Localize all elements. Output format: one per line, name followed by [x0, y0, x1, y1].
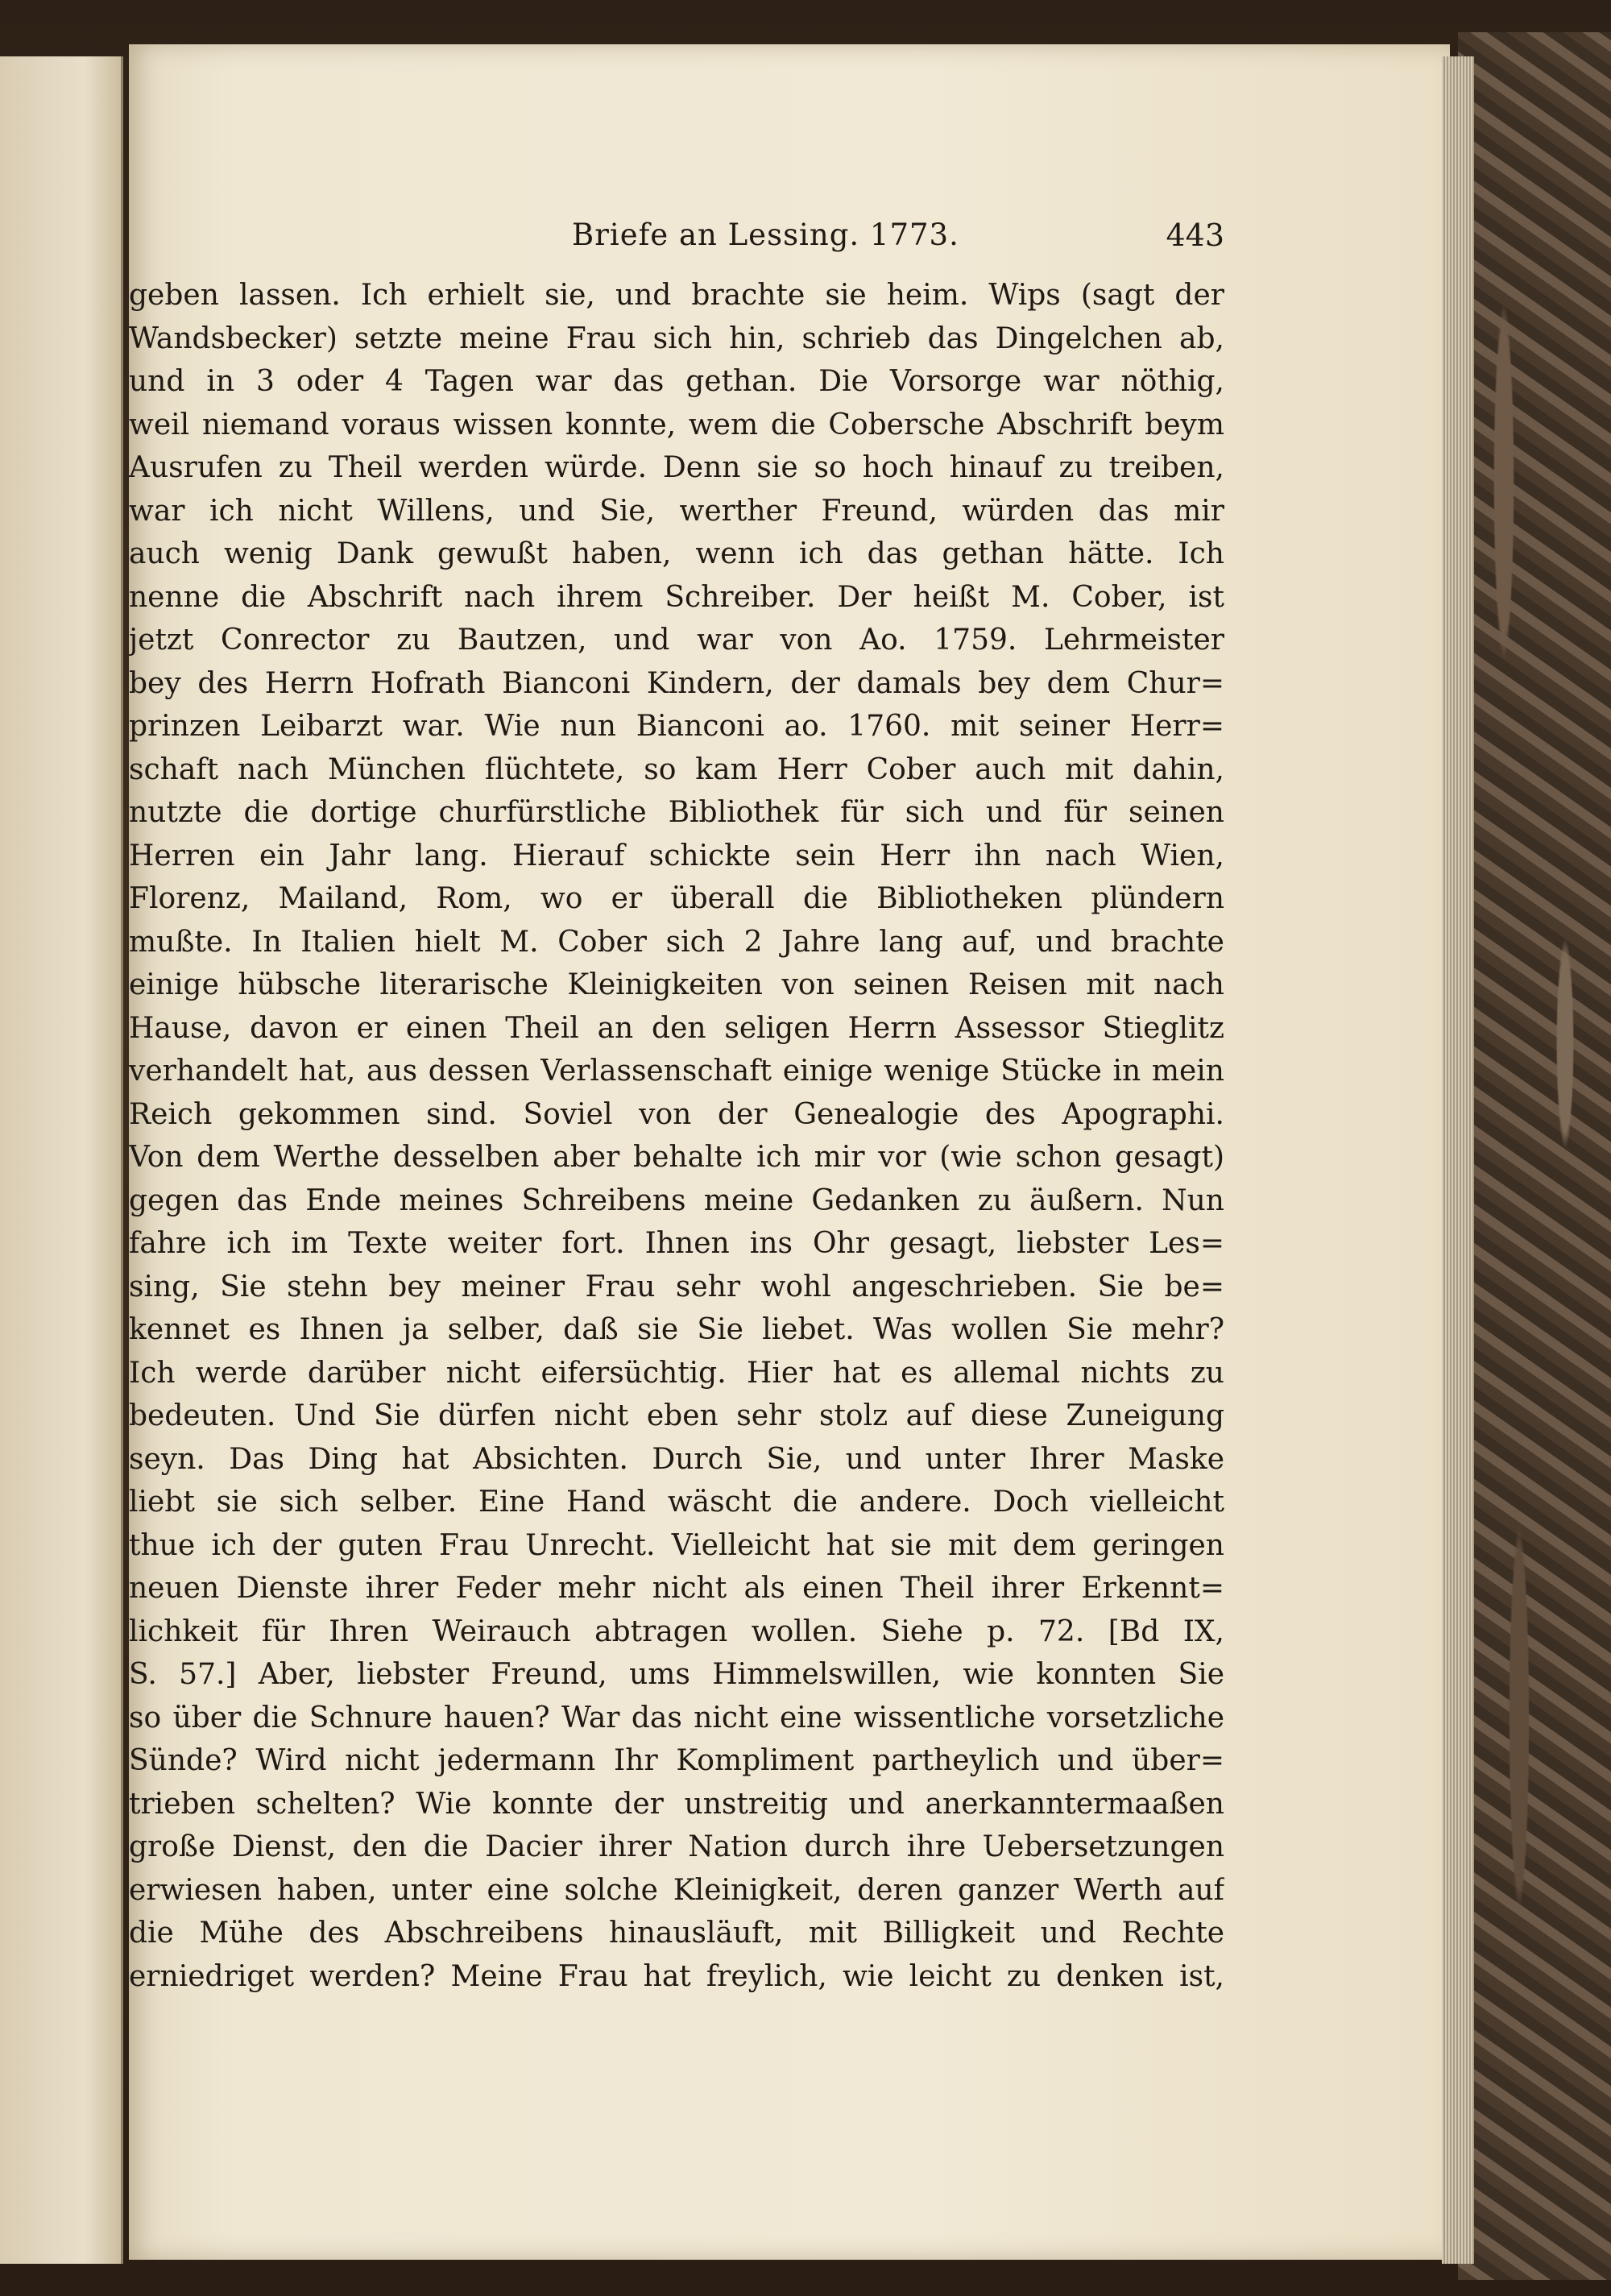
text-line: Ausrufen zu Theil werden würde. Denn sie so hoch hinauf zu treiben, [129, 451, 1224, 484]
running-title: Briefe an Lessing. 1773. [572, 218, 959, 252]
text-line: thue ich der guten Frau Unrecht. Vielleicht hat sie mit dem geringen [129, 1528, 1224, 1562]
text-line: die Mühe des Abschreibens hinausläuft, mit Billigkeit und Rechte [129, 1917, 1224, 1950]
text-line: Wandsbecker) setzte meine Frau sich hin, schrieb das Dingelchen ab, [129, 321, 1224, 355]
text-line: große Dienst, den die Dacier ihrer Nation durch ihre Uebersetzungen [129, 1830, 1224, 1863]
page-stack-edge [1442, 56, 1474, 2264]
text-line: trieben schelten? Wie konnte der unstreitig und anerkanntermaaßen [129, 1787, 1224, 1821]
facing-page-edge [0, 56, 123, 2264]
text-line: weil niemand voraus wissen konnte, wem die Cobersche Abschrift beym [129, 408, 1224, 441]
text-line: so über die Schnure hauen? War das nicht eine wissentliche vorsetzliche [129, 1701, 1224, 1734]
text-line: Reich gekommen sind. Soviel von der Genealogie des Apographi. [129, 1097, 1224, 1131]
text-line: liebt sie sich selber. Eine Hand wäscht die andere. Doch vielleicht [129, 1486, 1224, 1519]
text-line: neuen Dienste ihrer Feder mehr nicht als einen Theil ihrer Erkennt= [129, 1572, 1224, 1605]
text-line: sing, Sie stehn bey meiner Frau sehr wohl angeschrieben. Sie be= [129, 1270, 1224, 1303]
text-line: prinzen Leibarzt war. Wie nun Bianconi ao. 1760. mit seiner Herr= [129, 710, 1224, 743]
text-line: war ich nicht Willens, und Sie, werther Freund, würden das mir [129, 494, 1224, 528]
page-header [129, 218, 1224, 258]
text-line: bey des Herrn Hofrath Bianconi Kindern, der damals bey dem Chur= [129, 666, 1224, 700]
text-line: einige hübsche literarische Kleinigkeiten von seinen Reisen mit nach [129, 968, 1224, 1001]
text-line: mußte. In Italien hielt M. Cober sich 2 Jahre lang auf, und brachte [129, 925, 1224, 959]
text-line: jetzt Conrector zu Bautzen, und war von Ao. 1759. Lehrmeister [129, 624, 1224, 657]
text-line: nenne die Abschrift nach ihrem Schreiber. Der heißt M. Cober, ist [129, 580, 1224, 614]
text-line: geben lassen. Ich erhielt sie, und brachte sie heim. Wips (sagt der [129, 279, 1224, 312]
text-line: kennet es Ihnen ja selber, daß sie Sie liebet. Was wollen Sie mehr? [129, 1313, 1224, 1346]
marbled-cover-edge [1458, 32, 1611, 2280]
text-line: Hause, davon er einen Theil an den seligen Herrn Assessor Stieglitz [129, 1011, 1224, 1045]
text-line: Von dem Werthe desselben aber behalte ich mir vor (wie schon gesagt) [129, 1141, 1224, 1174]
text-line: erniedriget werden? Meine Frau hat freylich, wie leicht zu denken ist, [129, 1959, 1224, 1993]
text-line: fahre ich im Texte weiter fort. Ihnen ins Ohr gesagt, liebster Les= [129, 1227, 1224, 1260]
text-line: seyn. Das Ding hat Absichten. Durch Sie, und unter Ihrer Maske [129, 1442, 1224, 1476]
text-line: Sünde? Wird nicht jedermann Ihr Kompliment partheylich und über= [129, 1744, 1224, 1777]
text-line: schaft nach München flüchtete, so kam Herr Cober auch mit dahin, [129, 752, 1224, 786]
page-number: 443 [1166, 218, 1224, 253]
text-line: lichkeit für Ihren Weirauch abtragen wollen. Siehe p. 72. [Bd IX, [129, 1614, 1224, 1648]
text-line: erwiesen haben, unter eine solche Kleinigkeit, deren ganzer Werth auf [129, 1873, 1224, 1907]
text-line: S. 57.] Aber, liebster Freund, ums Himmelswillen, wie konnten Sie [129, 1658, 1224, 1691]
text-line: Florenz, Mailand, Rom, wo er überall die Bibliotheken plündern [129, 882, 1224, 915]
letter-text [129, 274, 1224, 1998]
text-line: auch wenig Dank gewußt haben, wenn ich das gethan hätte. Ich [129, 537, 1224, 570]
text-line: und in 3 oder 4 Tagen war das gethan. Die Vorsorge war nöthig, [129, 365, 1224, 398]
text-line: verhandelt hat, aus dessen Verlassenschaft einige wenige Stücke in mein [129, 1055, 1224, 1088]
text-line: Ich werde darüber nicht eifersüchtig. Hier hat es allemal nichts zu [129, 1356, 1224, 1390]
text-line: nutzte die dortige churfürstliche Bibliothek für sich und für seinen [129, 796, 1224, 829]
text-line: Herren ein Jahr lang. Hierauf schickte sein Herr ihn nach Wien, [129, 839, 1224, 872]
text-line: bedeuten. Und Sie dürfen nicht eben sehr stolz auf diese Zuneigung [129, 1399, 1224, 1432]
text-line: gegen das Ende meines Schreibens meine Gedanken zu äußern. Nun [129, 1183, 1224, 1217]
